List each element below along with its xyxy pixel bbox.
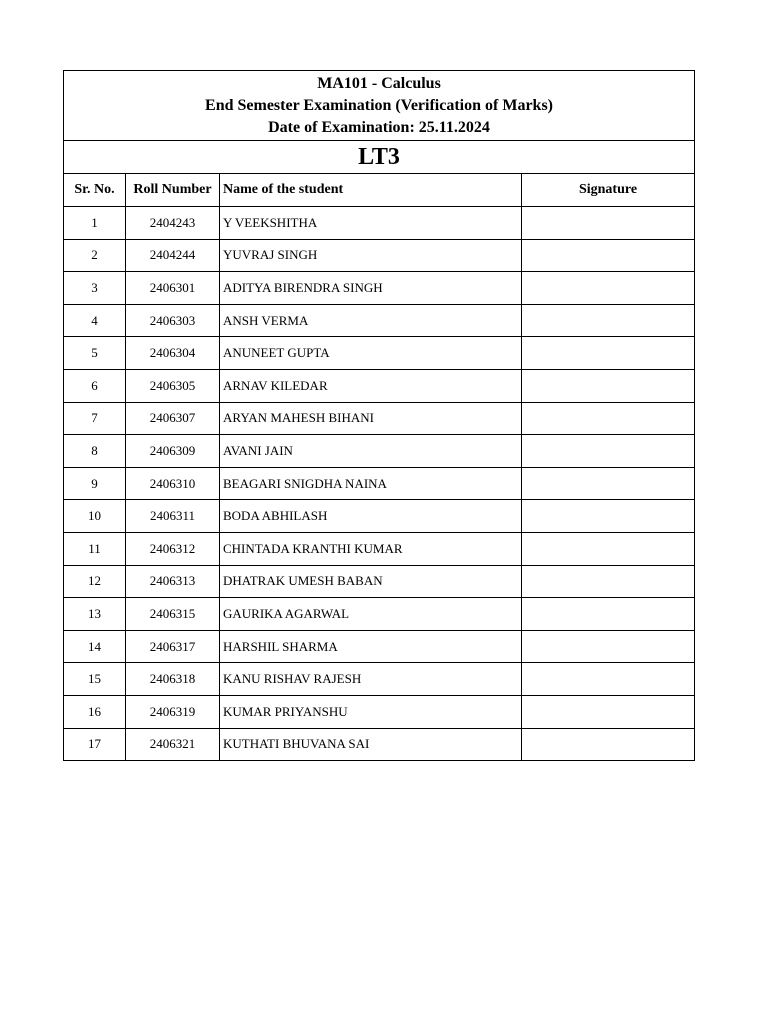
table-row <box>64 402 695 435</box>
roll-number-cell: 2406304 <box>126 337 220 370</box>
column-header-signature: Signature <box>522 174 695 207</box>
sr-no-cell: 7 <box>64 402 126 435</box>
student-name-cell: GAURIKA AGARWAL <box>220 598 522 631</box>
signature-cell[interactable] <box>522 337 695 370</box>
student-name-cell: ARYAN MAHESH BIHANI <box>220 402 522 435</box>
sr-no-cell: 16 <box>64 695 126 728</box>
table-row <box>64 369 695 402</box>
table-row <box>64 630 695 663</box>
student-name-cell: BODA ABHILASH <box>220 500 522 533</box>
sr-no-cell: 3 <box>64 272 126 305</box>
signature-cell[interactable] <box>522 402 695 435</box>
signature-cell[interactable] <box>522 239 695 272</box>
signature-cell[interactable] <box>522 207 695 240</box>
table-row <box>64 663 695 696</box>
table-row <box>64 565 695 598</box>
roll-number-cell: 2406321 <box>126 728 220 761</box>
roll-number-cell: 2406317 <box>126 630 220 663</box>
signature-cell[interactable] <box>522 630 695 663</box>
signature-cell[interactable] <box>522 663 695 696</box>
roll-number-cell: 2406307 <box>126 402 220 435</box>
signature-cell[interactable] <box>522 304 695 337</box>
table-row <box>64 728 695 761</box>
signature-cell[interactable] <box>522 369 695 402</box>
signature-cell[interactable] <box>522 565 695 598</box>
signature-cell[interactable] <box>522 272 695 305</box>
signature-cell[interactable] <box>522 695 695 728</box>
table-row <box>64 598 695 631</box>
table-row <box>64 532 695 565</box>
roll-number-cell: 2406313 <box>126 565 220 598</box>
student-name-cell: BEAGARI SNIGDHA NAINA <box>220 467 522 500</box>
student-name-cell: KUMAR PRIYANSHU <box>220 695 522 728</box>
student-name-cell: ADITYA BIRENDRA SINGH <box>220 272 522 305</box>
signature-cell[interactable] <box>522 500 695 533</box>
student-name-cell: CHINTADA KRANTHI KUMAR <box>220 532 522 565</box>
sr-no-cell: 15 <box>64 663 126 696</box>
student-name-cell: DHATRAK UMESH BABAN <box>220 565 522 598</box>
sr-no-cell: 11 <box>64 532 126 565</box>
roll-number-cell: 2406319 <box>126 695 220 728</box>
sr-no-cell: 10 <box>64 500 126 533</box>
column-header-roll-number: Roll Number <box>126 174 220 207</box>
roll-number-cell: 2406303 <box>126 304 220 337</box>
student-name-cell: Y VEEKSHITHA <box>220 207 522 240</box>
table-row <box>64 500 695 533</box>
roll-number-cell: 2406305 <box>126 369 220 402</box>
document-title-block <box>64 71 695 141</box>
sr-no-cell: 17 <box>64 728 126 761</box>
roll-number-cell: 2406310 <box>126 467 220 500</box>
signature-cell[interactable] <box>522 728 695 761</box>
student-name-cell: YUVRAJ SINGH <box>220 239 522 272</box>
signature-cell[interactable] <box>522 598 695 631</box>
student-name-cell: HARSHIL SHARMA <box>220 630 522 663</box>
student-name-cell: ANUNEET GUPTA <box>220 337 522 370</box>
table-row <box>64 337 695 370</box>
attendance-sheet <box>63 70 695 761</box>
roll-number-cell: 2406315 <box>126 598 220 631</box>
sr-no-cell: 8 <box>64 435 126 468</box>
student-name-cell: ANSH VERMA <box>220 304 522 337</box>
column-header-name: Name of the student <box>220 174 522 207</box>
exam-date: Date of Examination: 25.11.2024 <box>268 118 490 136</box>
table-row <box>64 239 695 272</box>
roll-number-cell: 2406311 <box>126 500 220 533</box>
sr-no-cell: 5 <box>64 337 126 370</box>
column-header-row <box>64 174 695 207</box>
exam-title: End Semester Examination (Verification of Marks) <box>205 96 554 114</box>
sr-no-cell: 14 <box>64 630 126 663</box>
sr-no-cell: 4 <box>64 304 126 337</box>
table-row <box>64 207 695 240</box>
roll-number-cell: 2406309 <box>126 435 220 468</box>
sr-no-cell: 6 <box>64 369 126 402</box>
roll-number-cell: 2406318 <box>126 663 220 696</box>
roll-number-cell: 2404244 <box>126 239 220 272</box>
sr-no-cell: 1 <box>64 207 126 240</box>
room-row <box>64 141 695 174</box>
signature-cell[interactable] <box>522 467 695 500</box>
table-row <box>64 467 695 500</box>
table-row <box>64 435 695 468</box>
student-name-cell: KANU RISHAV RAJESH <box>220 663 522 696</box>
course-title: MA101 - Calculus <box>317 74 441 92</box>
student-name-cell: AVANI JAIN <box>220 435 522 468</box>
sr-no-cell: 12 <box>64 565 126 598</box>
table-row <box>64 272 695 305</box>
sr-no-cell: 2 <box>64 239 126 272</box>
room-label: LT3 <box>64 141 695 174</box>
student-name-cell: KUTHATI BHUVANA SAI <box>220 728 522 761</box>
signature-cell[interactable] <box>522 532 695 565</box>
roll-number-cell: 2404243 <box>126 207 220 240</box>
roll-number-cell: 2406301 <box>126 272 220 305</box>
table-row <box>64 304 695 337</box>
signature-cell[interactable] <box>522 435 695 468</box>
roll-number-cell: 2406312 <box>126 532 220 565</box>
sr-no-cell: 9 <box>64 467 126 500</box>
student-name-cell: ARNAV KILEDAR <box>220 369 522 402</box>
title-row <box>64 71 695 141</box>
column-header-sr-no: Sr. No. <box>64 174 126 207</box>
sr-no-cell: 13 <box>64 598 126 631</box>
table-row <box>64 695 695 728</box>
